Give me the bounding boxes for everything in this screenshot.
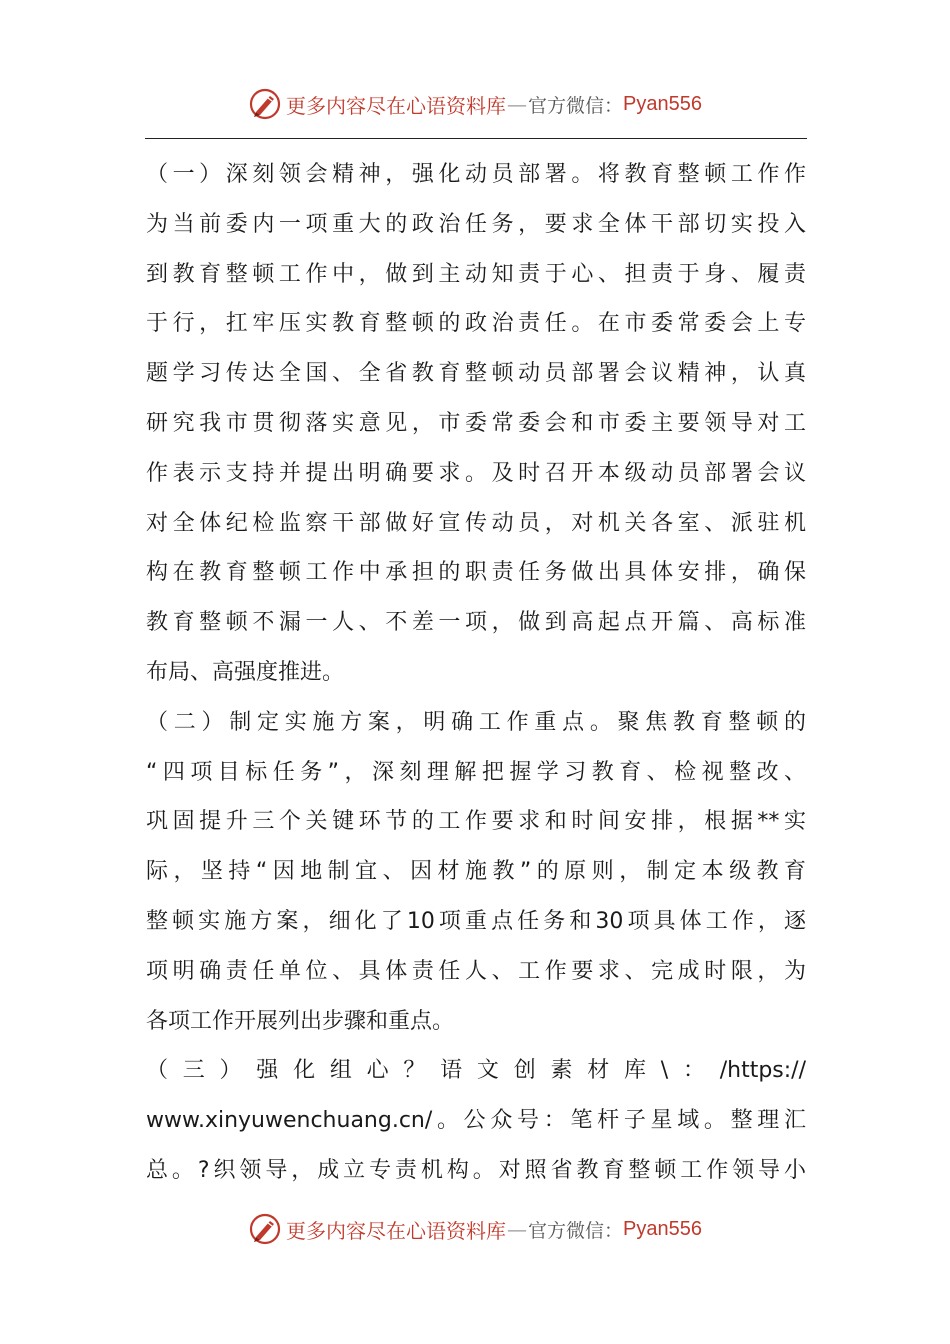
paragraph-line: 题学习传达全国、全省教育整顿动员部署会议精神，认真	[146, 361, 806, 387]
footer-banner-dash: —	[507, 1217, 527, 1241]
paragraph-line: “四项目标任务”，深刻理解把握学习教育、检视整改、	[146, 759, 806, 785]
header-official-text: 官方微信：	[528, 94, 624, 117]
footer-wechat-id: Pyan556	[623, 1217, 702, 1240]
pen-logo-icon	[248, 1212, 282, 1246]
paragraph-line: （三）强化组心？语文创素材库\：/https://	[146, 1058, 806, 1084]
paragraph-line: 布局、高强度推进。	[146, 659, 345, 685]
paragraph-line: 总。?织领导，成立专责机构。对照省教育整顿工作领导小	[146, 1157, 806, 1183]
header-banner-text: 更多内容尽在心语资料库	[286, 93, 506, 118]
header-wechat-id: Pyan556	[623, 92, 702, 115]
paragraph-line: 为当前委内一项重大的政治任务，要求全体干部切实投入	[146, 211, 806, 237]
footer-banner	[0, 1209, 950, 1249]
footer-banner-text: 更多内容尽在心语资料库	[286, 1218, 506, 1243]
paragraph-line: （一）深刻领会精神，强化动员部署。将教育整顿工作作	[146, 162, 806, 187]
paragraph-line: 各项工作开展列出步骤和重点。	[146, 1008, 455, 1034]
paragraph-line: 作表示支持并提出明确要求。及时召开本级动员部署会议	[146, 460, 806, 486]
paragraph-line: 研究我市贯彻落实意见，市委常委会和市委主要领导对工	[146, 410, 806, 436]
footer-official-text: 官方微信：	[528, 1219, 624, 1242]
pen-logo-icon	[248, 87, 282, 121]
paragraph-line: 到教育整顿工作中，做到主动知责于心、担责于身、履责	[146, 261, 806, 287]
paragraph-line: 整顿实施方案，细化了10项重点任务和30项具体工作，逐	[146, 908, 806, 934]
paragraph-line: www.xinyuwenchuang.cn/。公众号：笔杆子星域。整理汇	[146, 1108, 806, 1134]
document-body	[146, 150, 806, 1196]
paragraph-line: 项明确责任单位、具体责任人、工作要求、完成时限，为	[146, 958, 806, 984]
header-banner	[0, 84, 950, 124]
paragraph-line: 巩固提升三个关键环节的工作要求和时间安排，根据**实	[146, 809, 806, 835]
paragraph-line: 际，坚持“因地制宜、因材施教”的原则，制定本级教育	[146, 859, 806, 885]
paragraph-line: 对全体纪检监察干部做好宣传动员，对机关各室、派驻机	[146, 510, 806, 536]
header-divider	[145, 138, 807, 139]
paragraph-line: 构在教育整顿工作中承担的职责任务做出具体安排，确保	[146, 560, 806, 586]
paragraph-line: （二）制定实施方案，明确工作重点。聚焦教育整顿的	[146, 709, 806, 735]
paragraph-line: 教育整顿不漏一人、不差一项，做到高起点开篇、高标准	[146, 610, 806, 636]
paragraph-line: 于行，扛牢压实教育整顿的政治责任。在市委常委会上专	[146, 311, 806, 337]
header-banner-dash: —	[507, 92, 527, 116]
